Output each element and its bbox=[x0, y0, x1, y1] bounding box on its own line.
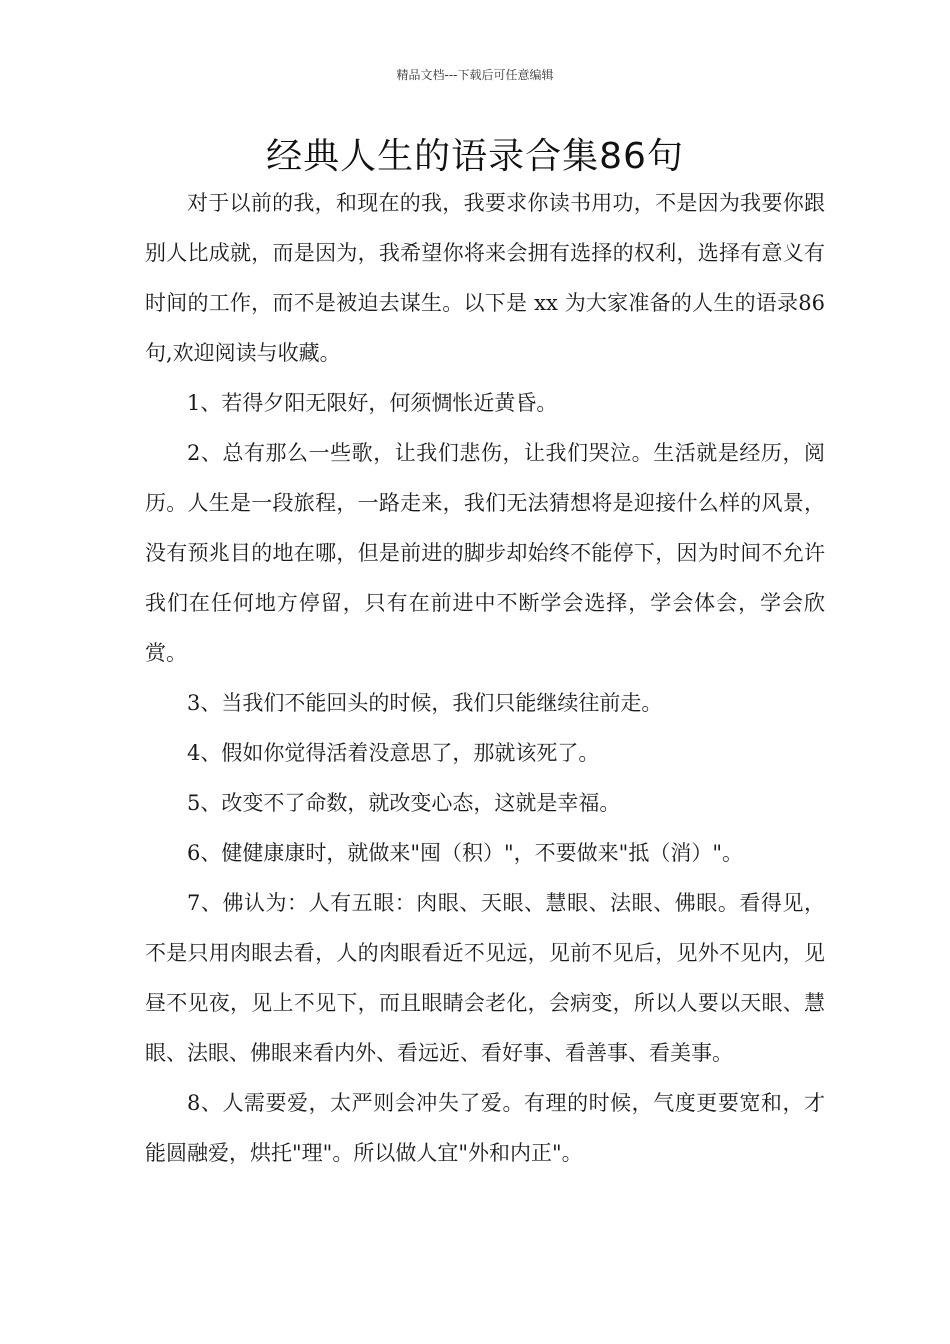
header-note: 精品文档---下载后可任意编辑 bbox=[396, 68, 554, 82]
paragraph-quote-2: 2、总有那么一些歌，让我们悲伤，让我们哭泣。生活就是经历，阅历。人生是一段旅程，一路走来，我们无法猜想将是迎接什么样的风景，没有预兆目的地在哪，但是前进的脚步却始终不能停下，因为时间不允许我们在任何地方停留，只有在前进中不断学会选择，学会体会，学会欣赏。 bbox=[145, 441, 825, 665]
paragraph-quote-4: 4、假如你觉得活着没意思了，那就该死了。 bbox=[187, 741, 600, 765]
paragraph-quote-6: 6、健健康康时，就做来"囤（积）"，不要做来"抵（消）"。 bbox=[187, 841, 743, 865]
paragraph-quote-5: 5、改变不了命数，就改变心态，这就是幸福。 bbox=[187, 791, 621, 815]
paragraph-quote-1: 1、若得夕阳无限好，何须惆怅近黄昏。 bbox=[187, 391, 558, 415]
paragraph-intro: 对于以前的我，和现在的我，我要求你读书用功，不是因为我要你跟别人比成就，而是因为，我希望你将来会拥有选择的权利，选择有意义有时间的工作，而不是被迫去谋生。以下是 xx 为大家准备的人生的语录86句,欢迎阅读与收藏。 bbox=[145, 191, 825, 365]
paragraph-quote-7: 7、佛认为：人有五眼：肉眼、天眼、慧眼、法眼、佛眼。看得见，不是只用肉眼去看，人的肉眼看近不见远，见前不见后，见外不见内，见昼不见夜，见上不见下，而且眼睛会老化，会病变，所以人要以天眼、慧眼、法眼、佛眼来看内外、看远近、看好事、看善事、看美事。 bbox=[145, 891, 825, 1065]
document-body bbox=[145, 178, 825, 1178]
document-title: 经典人生的语录合集86句 bbox=[266, 136, 684, 177]
paragraph-quote-3: 3、当我们不能回头的时候，我们只能继续往前走。 bbox=[187, 691, 663, 715]
paragraph-quote-8: 8、人需要爱，太严则会冲失了爱。有理的时候，气度更要宽和，才能圆融爱，烘托"理"。所以做人宜"外和内正"。 bbox=[145, 1091, 825, 1165]
